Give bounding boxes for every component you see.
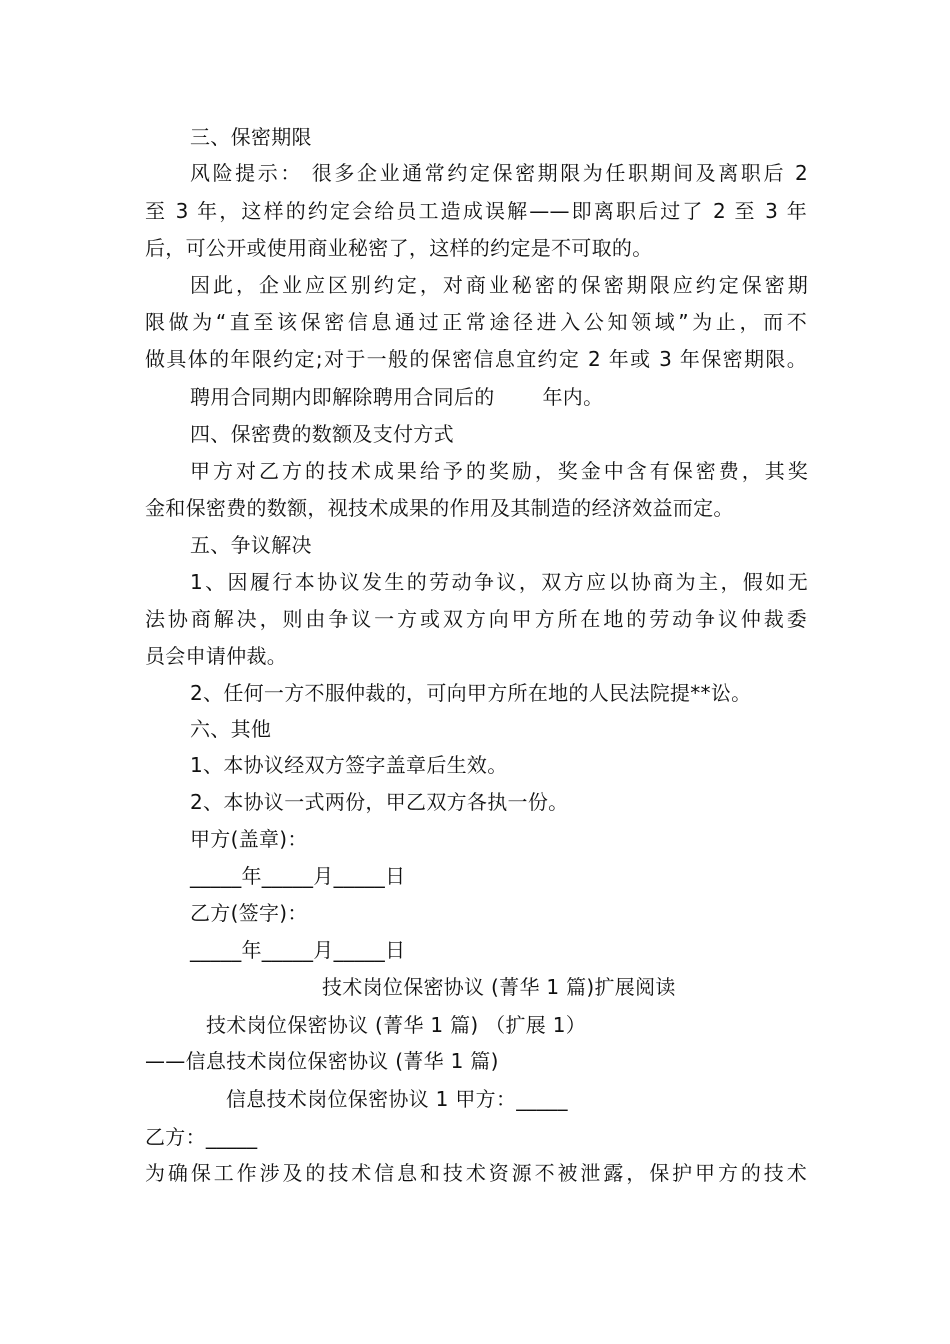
risk-paragraph-line-1: 风险提示： 很多企业通常约定保密期限为任职期间及离职后 2 <box>190 161 808 185</box>
party-b-date-line: _____年_____月_____日 <box>190 938 406 962</box>
dispute-item-1-line-3: 员会申请仲裁。 <box>145 644 288 668</box>
extended-doc-title: 信息技术岗位保密协议 1 甲方：_____ <box>226 1087 568 1111</box>
extended-reading-title: 技术岗位保密协议 (菁华 1 篇)扩展阅读 <box>322 975 676 999</box>
extended-subtitle: 技术岗位保密协议 (菁华 1 篇) （扩展 1） <box>206 1013 587 1037</box>
thus-paragraph-line-2: 限做为“直至该保密信息通过正常途径进入公知领域”为止，而不 <box>145 310 807 334</box>
term-line-end: 年内。 <box>542 385 604 409</box>
dispute-item-1-line-2: 法协商解决，则由争议一方或双方向甲方所在地的劳动争议仲裁委 <box>145 607 807 631</box>
other-item-1: 1、本协议经双方签字盖章后生效。 <box>190 753 508 777</box>
section-4-heading: 四、保密费的数额及支付方式 <box>190 422 454 446</box>
section-6-heading: 六、其他 <box>190 717 272 741</box>
other-item-2: 2、本协议一式两份，甲乙双方各执一份。 <box>190 790 569 814</box>
section-3-heading: 三、保密期限 <box>190 125 312 149</box>
thus-paragraph-line-1: 因此，企业应区别约定，对商业秘密的保密期限应约定保密期 <box>190 273 808 297</box>
risk-paragraph-line-3: 后，可公开或使用商业秘密了，这样的约定是不可取的。 <box>145 236 653 260</box>
dispute-item-2: 2、任何一方不服仲裁的，可向甲方所在地的人民法院提**讼。 <box>190 681 752 705</box>
extended-dash-title: ——信息技术岗位保密协议 (菁华 1 篇) <box>145 1049 499 1073</box>
party-b-label: 乙方(签字)： <box>190 901 308 925</box>
party-a-label: 甲方(盖章)： <box>190 827 308 851</box>
term-line-start: 聘用合同期内即解除聘用合同后的 <box>190 385 495 409</box>
section-5-heading: 五、争议解决 <box>190 533 312 557</box>
fee-paragraph-line-2: 金和保密费的数额，视技术成果的作用及其制造的经济效益而定。 <box>145 496 734 520</box>
thus-paragraph-line-3: 做具体的年限约定;对于一般的保密信息宜约定 2 年或 3 年保密期限。 <box>145 347 807 371</box>
term-line <box>190 384 603 410</box>
extended-party-b: 乙方：_____ <box>145 1125 258 1149</box>
dispute-item-1-line-1: 1、因履行本协议发生的劳动争议，双方应以协商为主，假如无 <box>190 570 808 594</box>
party-a-date-line: _____年_____月_____日 <box>190 864 406 888</box>
risk-paragraph-line-2: 至 3 年，这样的约定会给员工造成误解——即离职后过了 2 至 3 年 <box>145 199 807 223</box>
extended-body-line-1: 为确保工作涉及的技术信息和技术资源不被泄露，保护甲方的技术 <box>145 1161 807 1185</box>
fee-paragraph-line-1: 甲方对乙方的技术成果给予的奖励，奖金中含有保密费，其奖 <box>190 459 808 483</box>
